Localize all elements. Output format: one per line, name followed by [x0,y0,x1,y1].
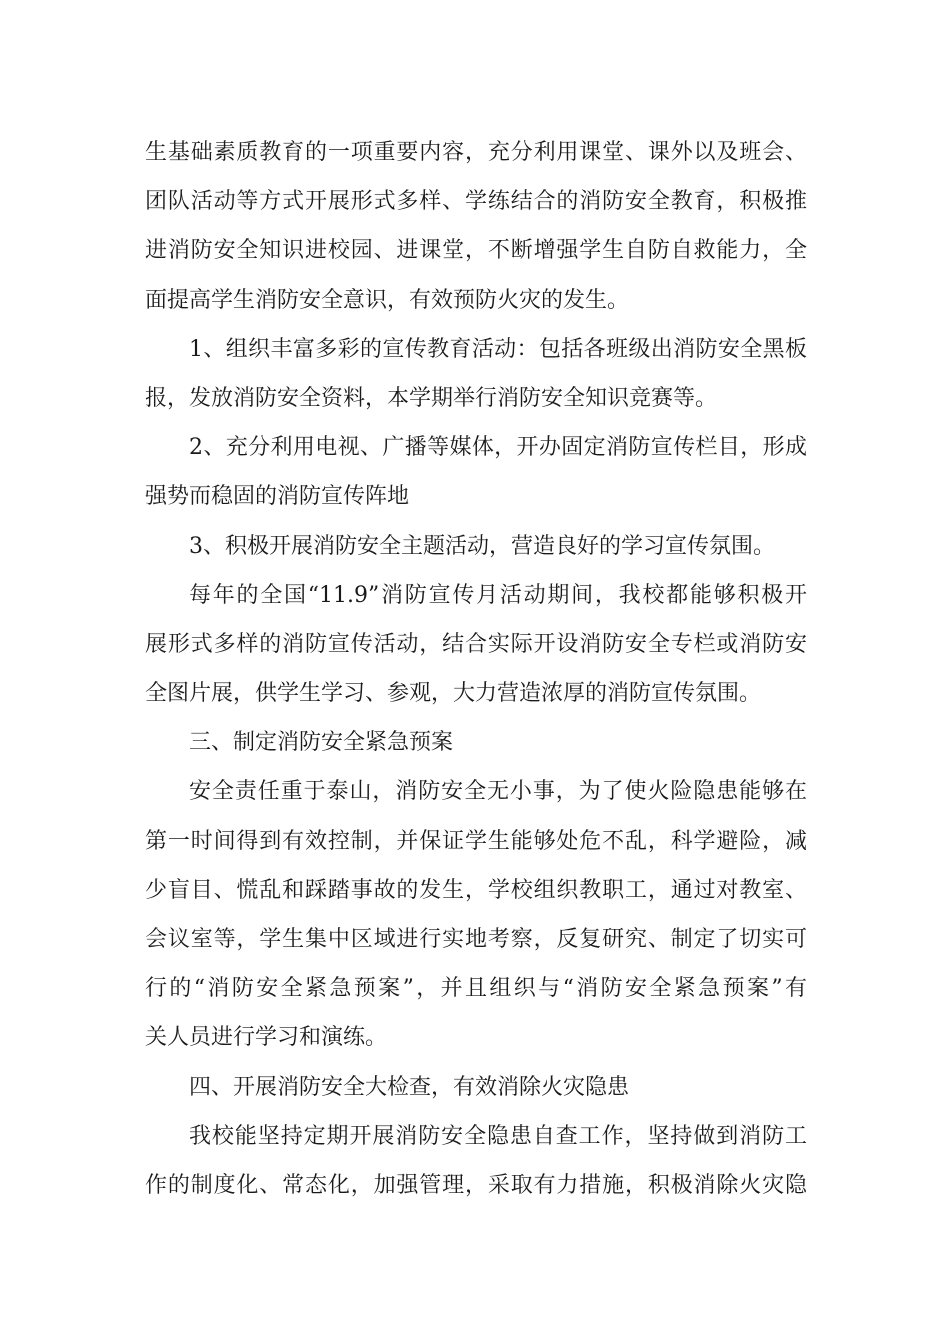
text-line: 进消防安全知识进校园、进课堂，不断增强学生自防自救能力，全 [145,238,807,264]
list-item-line: 1、组织丰富多彩的宣传教育活动：包括各班级出消防安全黑板 [189,336,807,362]
paragraph-start-line: 我校能坚持定期开展消防安全隐患自查工作，坚持做到消防工 [189,1123,807,1149]
list-item-line: 3、积极开展消防安全主题活动，营造良好的学习宣传氛围。 [189,533,775,559]
paragraph-start-line: 安全责任重于泰山，消防安全无小事，为了使火险隐患能够在 [189,779,807,805]
text-line: 报，发放消防安全资料，本学期举行消防安全知识竞赛等。 [145,385,718,411]
section-heading: 三、制定消防安全紧急预案 [189,730,454,756]
text-line: 团队活动等方式开展形式多样、学练结合的消防安全教育，积极推 [145,189,807,215]
text-line: 强势而稳固的消防宣传阵地 [145,484,410,510]
paragraph-start-line: 每年的全国“11.9”消防宣传月活动期间，我校都能够积极开 [189,582,807,608]
text-line: 作的制度化、常态化，加强管理，采取有力措施，积极消除火灾隐 [145,1172,807,1198]
text-line: 关人员进行学习和演练。 [145,1025,388,1051]
body-text [145,128,807,1210]
text-line: 展形式多样的消防宣传活动，结合实际开设消防安全专栏或消防安 [145,631,807,657]
text-line: 少盲目、慌乱和踩踏事故的发生，学校组织教职工，通过对教室、 [145,877,807,903]
text-line: 第一时间得到有效控制，并保证学生能够处危不乱，科学避险，减 [145,828,807,854]
text-line: 面提高学生消防安全意识，有效预防火灾的发生。 [145,287,630,313]
text-line: 全图片展，供学生学习、参观，大力营造浓厚的消防宣传氛围。 [145,681,762,707]
text-line: 生基础素质教育的一项重要内容，充分利用课堂、课外以及班会、 [145,140,807,165]
list-item-line: 2、充分利用电视、广播等媒体，开办固定消防宣传栏目，形成 [189,435,807,461]
section-heading: 四、开展消防安全大检查，有效消除火灾隐患 [189,1074,630,1100]
text-line: 行的“消防安全紧急预案”，并且组织与“消防安全紧急预案”有 [145,976,807,1002]
text-line: 会议室等，学生集中区域进行实地考察，反复研究、制定了切实可 [145,927,807,952]
